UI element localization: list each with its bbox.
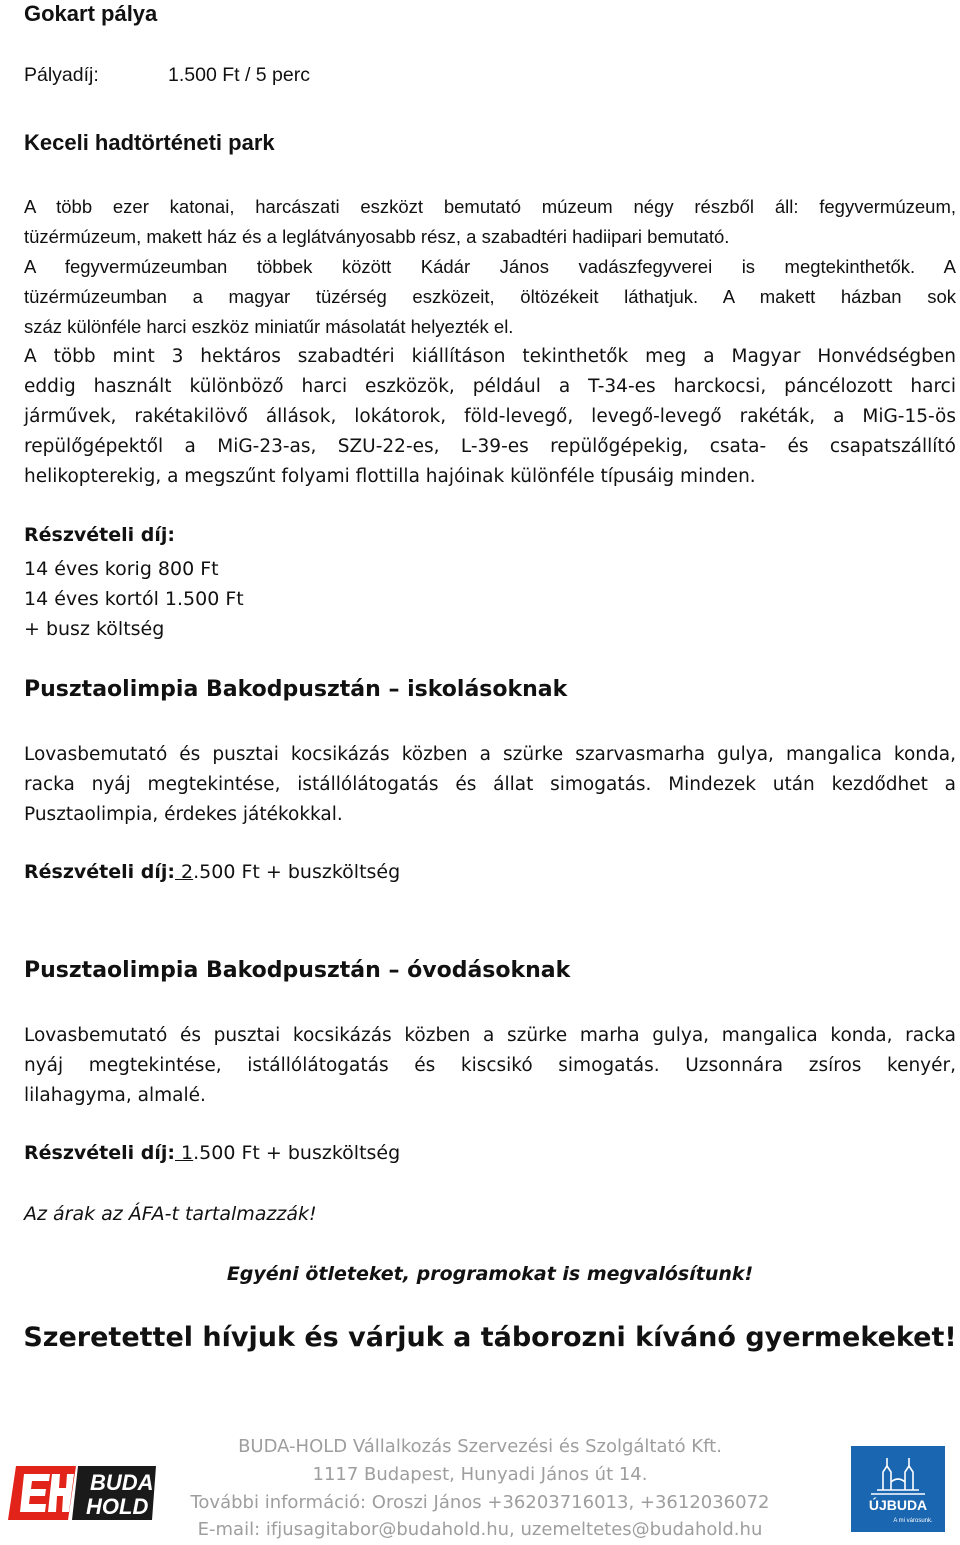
gokart-fee-label: Pályadíj: bbox=[24, 64, 99, 86]
section-title-puszta-iskola: Pusztaolimpia Bakodpusztán – iskolásoknak bbox=[24, 677, 568, 702]
keceli-p1-line: száz különféle harci eszköz miniatűr másolatát helyezték el. bbox=[24, 316, 514, 337]
puszta-iskola-fee bbox=[24, 861, 400, 883]
keceli-fee-line: 14 éves korig 800 Ft bbox=[24, 558, 219, 580]
footer-email: E-mail: ifjusagitabor@budahold.hu, uzemeltetes@budahold.hu bbox=[197, 1519, 763, 1540]
ujbuda-logo-slogan: A mi városunk. bbox=[893, 1518, 933, 1524]
puszta-iskola-line: Pusztaolimpia, érdekes játékokkal. bbox=[24, 804, 343, 825]
puszta-ovoda-paragraph bbox=[24, 1021, 956, 1111]
ideas-note: Egyéni ötleteket, programokat is megvalósítunk! bbox=[226, 1263, 754, 1285]
ujbuda-logo bbox=[851, 1446, 945, 1532]
keceli-p1-line: A fegyvermúzeumban többek között Kádár János vadászfegyverei is megtekinthetők. A bbox=[24, 256, 956, 277]
keceli-p1-line: A több ezer katonai, harcászati eszközt bemutató múzeum négy részből áll: fegyvermúzeum, bbox=[24, 196, 956, 217]
puszta-ovoda-fee-label: Részvételi díj: bbox=[24, 1142, 175, 1164]
footer-address: 1117 Budapest, Hunyadi János út 14. bbox=[312, 1464, 648, 1485]
keceli-paragraph-1 bbox=[24, 192, 956, 342]
section-title-puszta-ovoda: Pusztaolimpia Bakodpusztán – óvodásoknak bbox=[24, 958, 571, 983]
ujbuda-logo-name: ÚJBUDA bbox=[868, 1497, 928, 1513]
keceli-fee-line: + busz költség bbox=[24, 618, 165, 640]
puszta-iskola-fee-rest: .500 Ft + buszköltség bbox=[193, 861, 401, 883]
puszta-ovoda-fee-first: 1 bbox=[181, 1142, 194, 1164]
keceli-fee-label: Részvételi díj: bbox=[24, 524, 175, 546]
footer-info: További információ: Oroszi János +36203716013, +3612036072 bbox=[190, 1492, 770, 1513]
keceli-fee-line: 14 éves kortól 1.500 Ft bbox=[24, 588, 244, 610]
keceli-paragraph-2 bbox=[24, 342, 956, 492]
keceli-p1-line: tüzérmúzeum, makett ház és a leglátványosabb rész, a szabadtéri hadiipari bemutató. bbox=[24, 226, 730, 247]
puszta-iskola-line: racka nyáj megtekintése, istállólátogatás és állat simogatás. Mindezek után kezdődhet a bbox=[24, 774, 956, 795]
puszta-ovoda-fee-rest: .500 Ft + buszköltség bbox=[193, 1142, 401, 1164]
footer-company: BUDA-HOLD Vállalkozás Szervezési és Szolgáltató Kft. bbox=[238, 1436, 722, 1457]
budahold-logo-text1: BUDA bbox=[90, 1470, 154, 1495]
section-title-keceli: Keceli hadtörténeti park bbox=[24, 130, 275, 155]
keceli-p2-line: helikopterekig, a megszűnt folyami flottilla hajóinak különféle típusáig minden. bbox=[24, 466, 756, 487]
puszta-ovoda-line: nyáj megtekintése, istállólátogatás és kiscsikó simogatás. Uzsonnára zsíros kenyér, bbox=[24, 1055, 956, 1076]
keceli-p2-line: A több mint 3 hektáros szabadtéri kiállításon tekinthetők meg a Magyar Honvédségben bbox=[24, 346, 956, 367]
keceli-p2-line: repülőgépektől a MiG-23-as, SZU-22-es, L-39-es repülőgépekig, csata- és csapatszállító bbox=[24, 436, 956, 457]
keceli-fee-list bbox=[24, 554, 244, 644]
gokart-fee-value: 1.500 Ft / 5 perc bbox=[168, 64, 310, 86]
invite-note: Szeretettel hívjuk és várjuk a táborozni kívánó gyermekeket! bbox=[23, 1322, 957, 1353]
puszta-ovoda-line: Lovasbemutató és pusztai kocsikázás közben a szürke marha gulya, mangalica konda, racka bbox=[24, 1025, 956, 1046]
budahold-logo-text2: HOLD bbox=[86, 1494, 149, 1519]
section-title-gokart: Gokart pálya bbox=[24, 1, 158, 26]
puszta-ovoda-line: lilahagyma, almalé. bbox=[24, 1085, 206, 1106]
puszta-iskola-fee-label: Részvételi díj: bbox=[24, 861, 175, 883]
puszta-iskola-fee-first: 2 bbox=[181, 861, 194, 883]
puszta-iskola-line: Lovasbemutató és pusztai kocsikázás közben a szürke szarvasmarha gulya, mangalica konda, bbox=[24, 744, 956, 765]
budahold-logo bbox=[6, 1462, 156, 1524]
vat-note: Az árak az ÁFA-t tartalmazzák! bbox=[24, 1203, 317, 1225]
keceli-p1-line: tüzérmúzeumban a magyar tüzérség eszközeit, öltözékeit láthatjuk. A makett házban sok bbox=[24, 286, 956, 307]
keceli-p2-line: eddig használt különböző harci eszközök, például a T-34-es harckocsi, páncélozott harci bbox=[24, 376, 956, 397]
puszta-iskola-paragraph bbox=[24, 740, 956, 830]
keceli-p2-line: járművek, rakétakilövő állások, lokátorok, föld-levegő, levegő-levegő rakéták, a MiG-15-ös bbox=[24, 406, 956, 427]
puszta-ovoda-fee bbox=[24, 1142, 400, 1164]
